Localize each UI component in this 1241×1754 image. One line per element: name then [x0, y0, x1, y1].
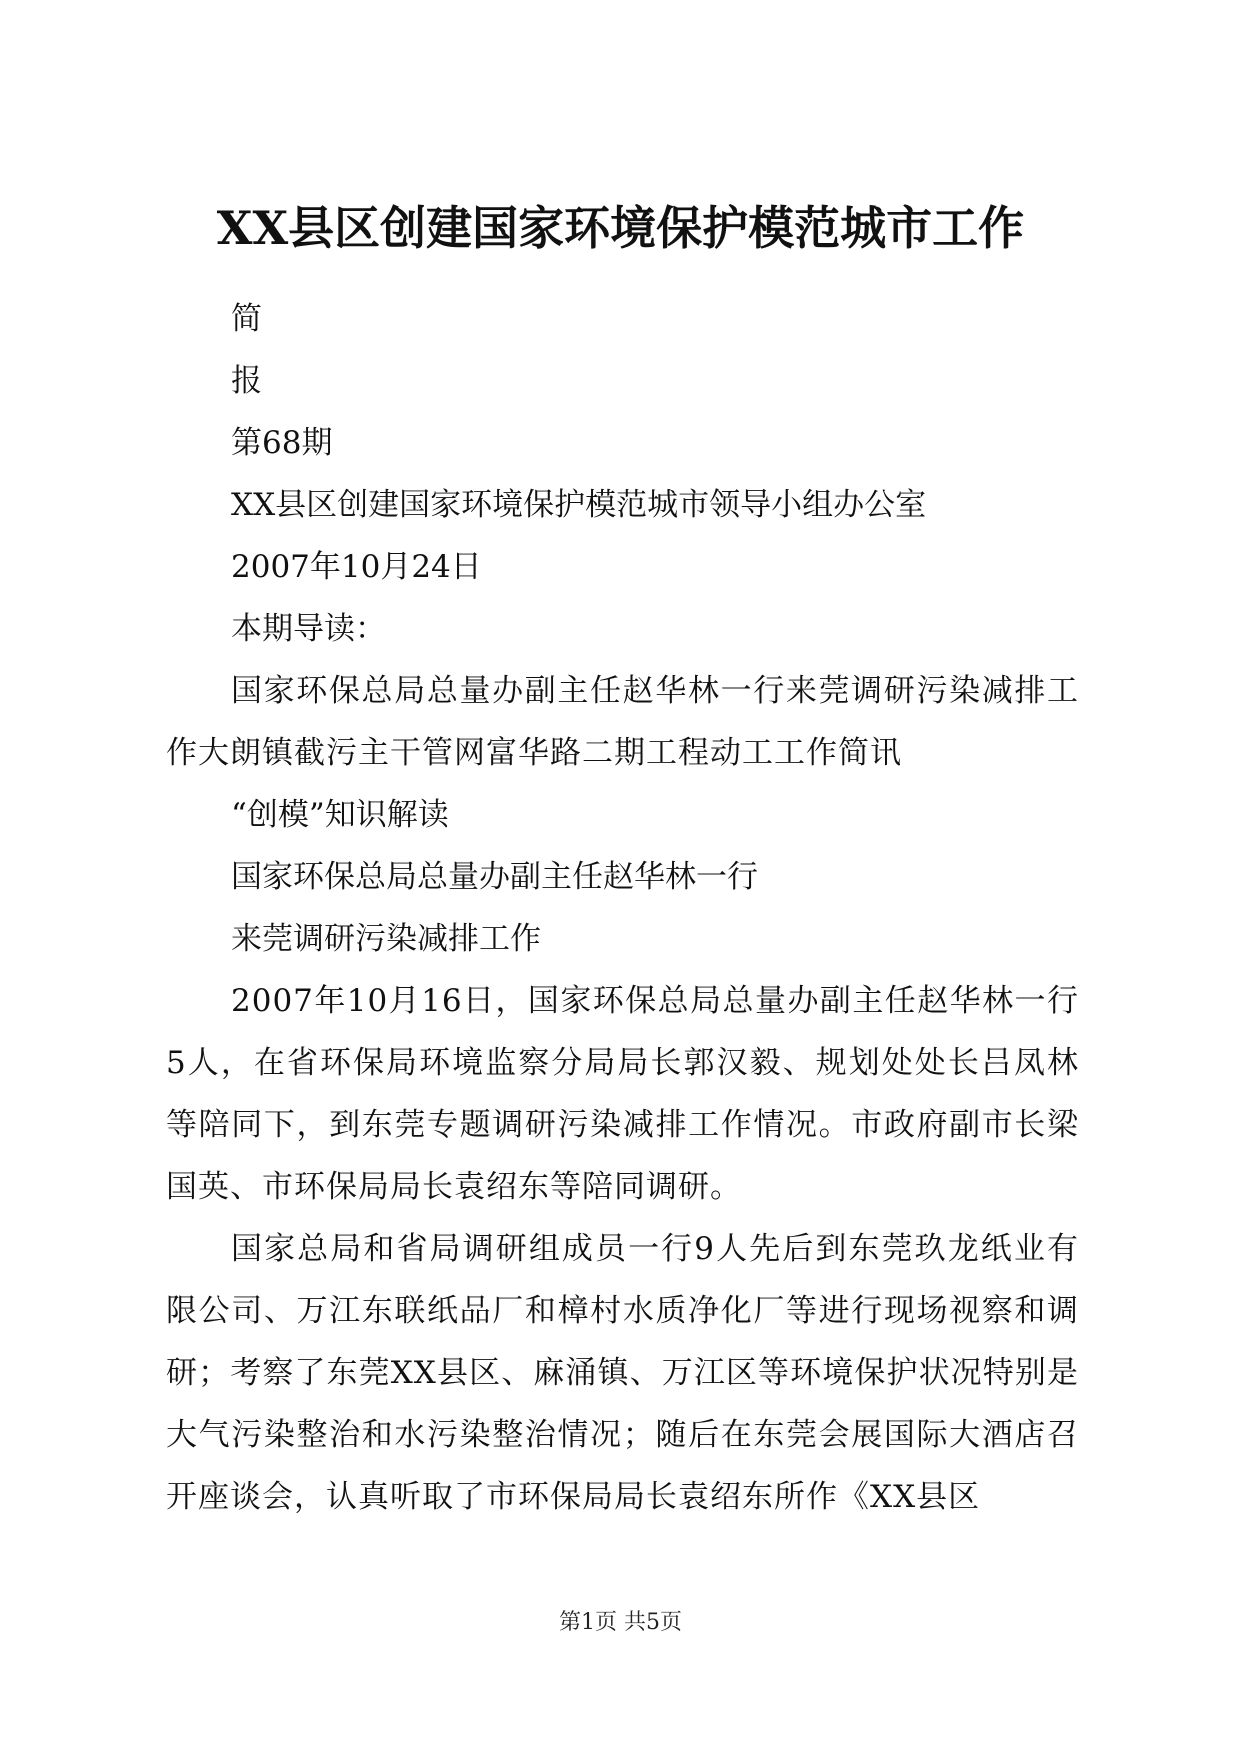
article-title-line-1: 国家环保总局总量办副主任赵华林一行: [231, 859, 758, 895]
page-footer: 第1页 共5页: [559, 1610, 682, 1635]
header-line-bao: 报: [231, 363, 262, 399]
article-paragraph-1: 2007年10月16日，国家环保总局总量办副主任赵华林一行5人，在省环保局环境监察分局局长郭汉毅、规划处处长吕凤林等陪同下，到东莞专题调研污染减排工作情况。市政府副市长梁国英、市环保局局长袁绍东等陪同调研。: [166, 983, 1079, 1205]
issue-date: 2007年10月24日: [231, 549, 482, 585]
document-body: [166, 288, 1079, 1528]
document-title: XX县区创建国家环境保护模范城市工作: [216, 201, 1025, 255]
article-paragraph-2: 国家总局和省局调研组成员一行9人先后到东莞玖龙纸业有限公司、万江东联纸品厂和樟村水质净化厂等进行现场视察和调研；考察了东莞XX县区、麻涌镇、万江区等环境保护状况特别是大气污染整治和水污染整治情况；随后在东莞会展国际大酒店召开座谈会，认真听取了市环保局局长袁绍东所作《XX县区: [166, 1231, 1079, 1515]
guide-paragraph: 国家环保总局总量办副主任赵华林一行来莞调研污染减排工作大朗镇截污主干管网富华路二期工程动工工作简讯: [166, 673, 1079, 771]
guide-item: “创模”知识解读: [231, 797, 449, 833]
issue-number: 第68期: [231, 425, 333, 461]
guide-heading: 本期导读：: [231, 611, 386, 647]
article-title-line-2: 来莞调研污染减排工作: [231, 921, 541, 957]
issuing-office: XX县区创建国家环境保护模范城市领导小组办公室: [231, 487, 927, 523]
header-line-jian: 简: [231, 301, 262, 337]
